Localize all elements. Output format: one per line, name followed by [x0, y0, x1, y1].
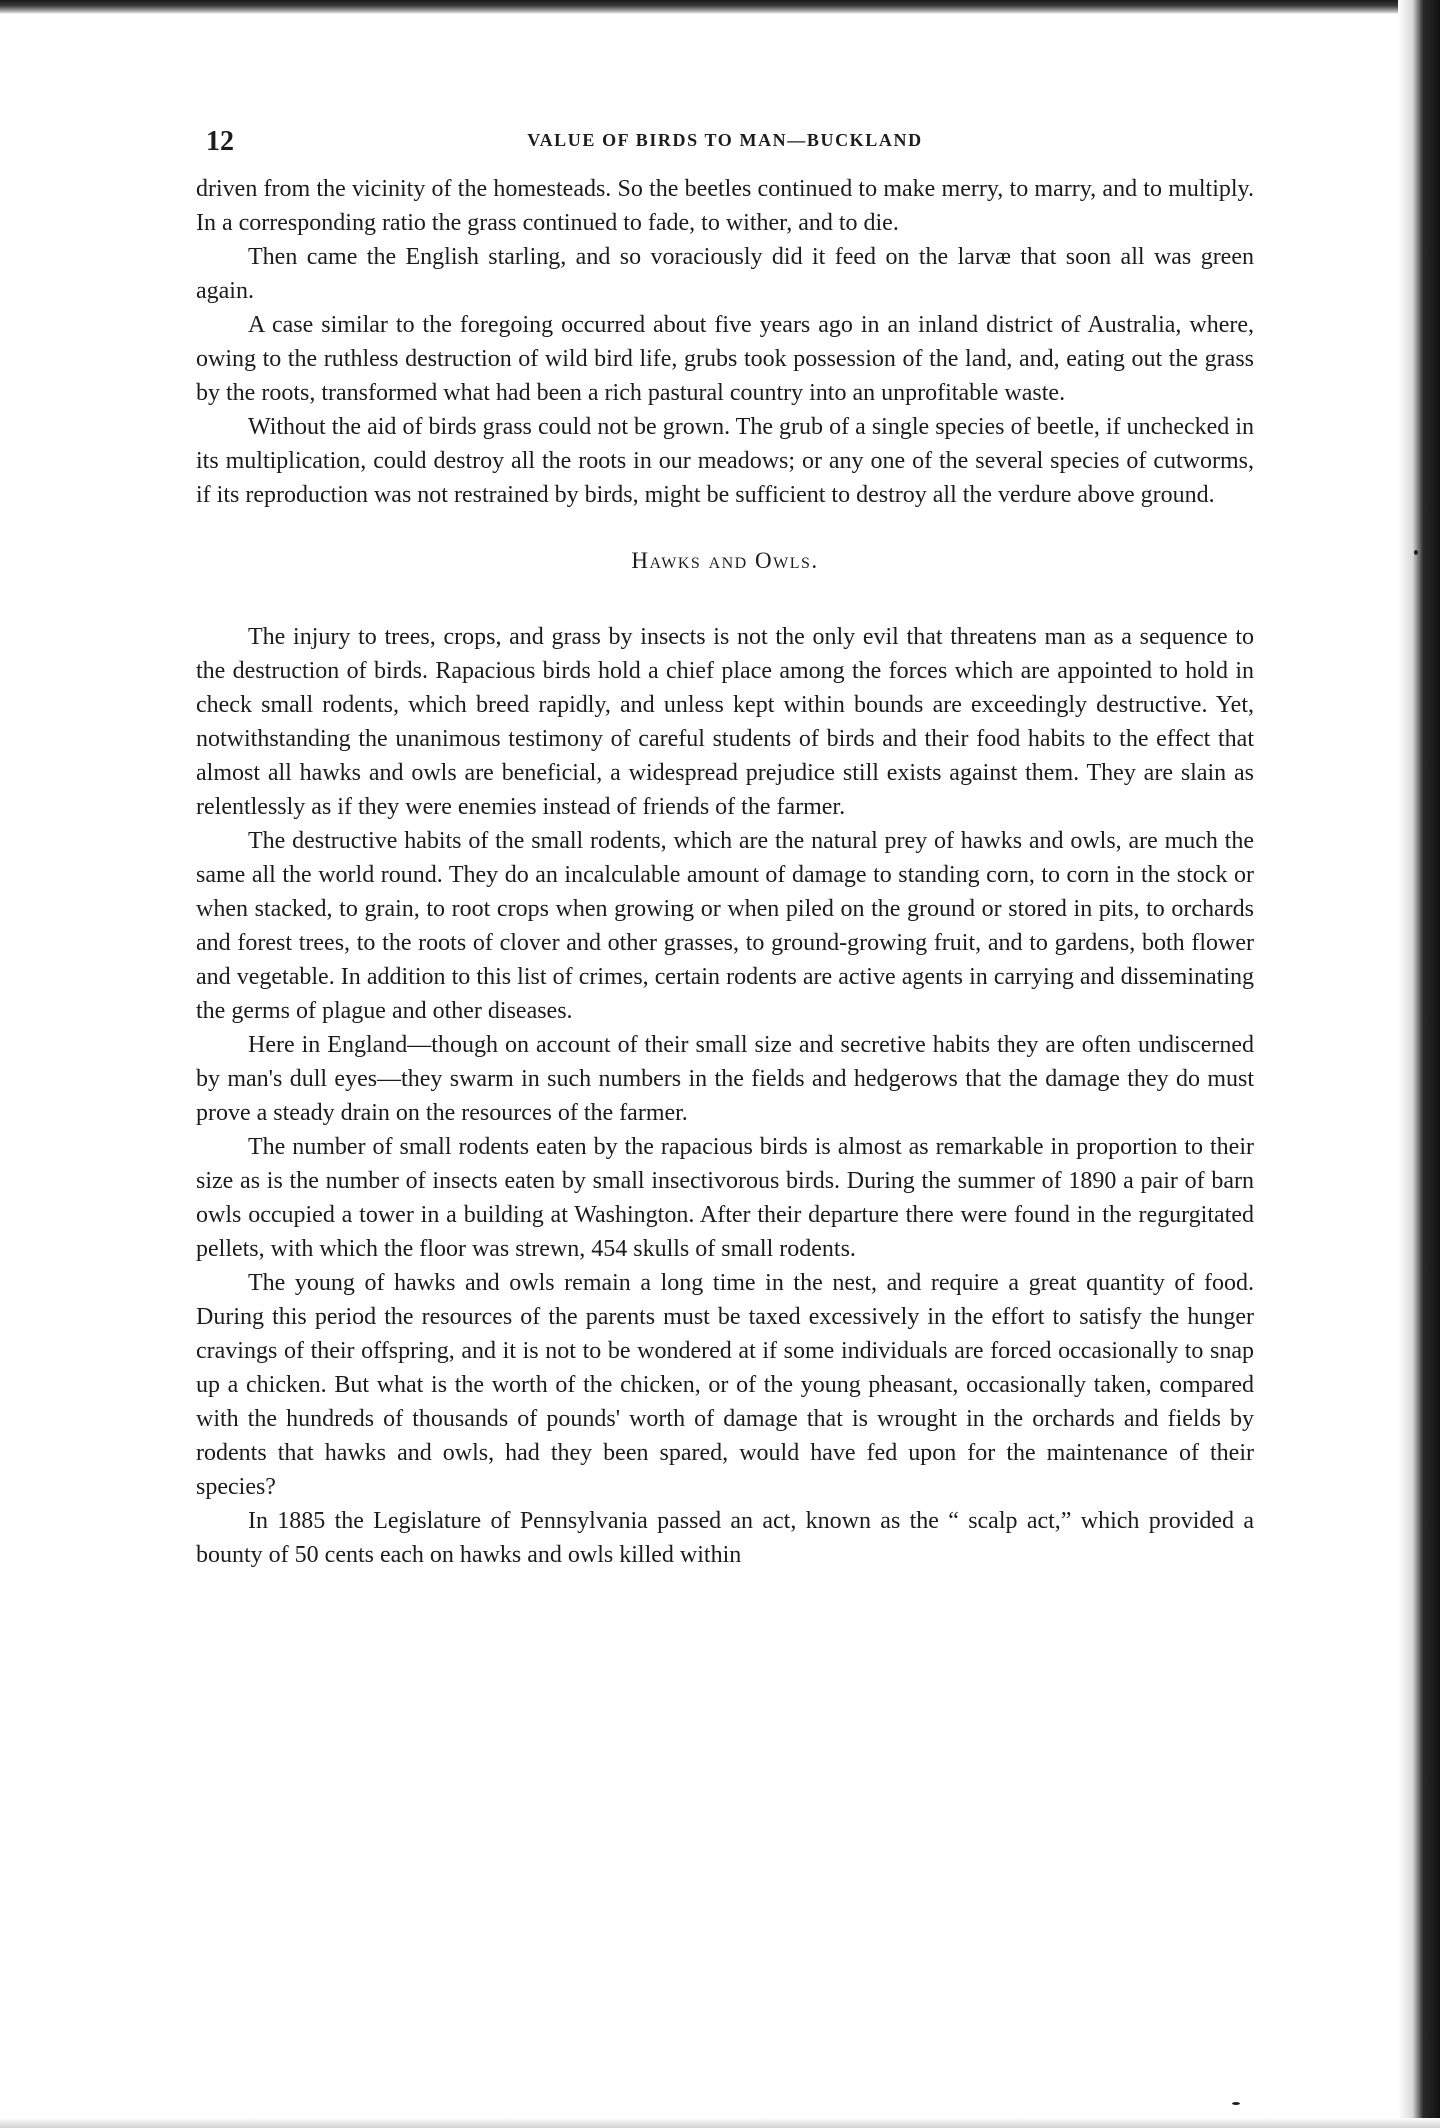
paragraph: The young of hawks and owls remain a long time in the nest, and require a great quantity of food. During this period the resources of the parents must be taxed excessively in the effort to satisfy the hunger cravings of their offspring, and it is not to be wondered at if some individuals are forced occasionally to snap up a chicken. But what is the worth of the chicken, or of the young pheasant, occasionally taken, compared with the hundreds of thousands of pounds' worth of damage that is wrought in the orchards and fields by rodents that hawks and owls, had they been spared, would have fed upon for the maintenance of their species?	[196, 1270, 1254, 1500]
section-continued-text	[196, 172, 1254, 512]
document-page	[196, 126, 1254, 1572]
scan-speck	[1414, 550, 1418, 555]
running-head	[196, 126, 1254, 160]
scan-bottom-edge	[0, 2118, 1440, 2128]
scan-right-edge	[1398, 0, 1440, 2128]
paragraph: Without the aid of birds grass could not be grown. The grub of a single species of beetle, if unchecked in its multiplication, could destroy all the roots in our meadows; or any one of the several species of cutworms, if its reproduction was not restrained by birds, might be sufficient to destroy all the verdure above ground.	[196, 414, 1254, 508]
paragraph: A case similar to the foregoing occurred about five years ago in an inland district of Australia, where, owing to the ruthless destruction of wild bird life, grubs took possession of the land, and, eating out the grass by the roots, transformed what had been a rich pastural country into an unprofitable waste.	[196, 312, 1254, 406]
section-heading: Hawks and Owls.	[631, 548, 819, 573]
running-title: VALUE OF BIRDS TO MAN—BUCKLAND	[527, 130, 923, 150]
paragraph: Then came the English starling, and so voraciously did it feed on the larvæ that soon all was green again.	[196, 244, 1254, 304]
section-hawks-and-owls	[196, 620, 1254, 1572]
scan-top-edge	[0, 0, 1440, 14]
page-number: 12	[206, 126, 234, 157]
paragraph: The destructive habits of the small rodents, which are the natural prey of hawks and owls, are much the same all the world round. They do an incalculable amount of damage to standing corn, to corn in the stock or when stacked, to grain, to root crops when growing or when piled on the ground or stored in pits, to orchards and forest trees, to the roots of clover and other grasses, to ground-growing fruit, and to gardens, both flower and vegetable. In addition to this list of crimes, certain rodents are active agents in carrying and disseminating the germs of plague and other diseases.	[196, 828, 1254, 1024]
paragraph: The number of small rodents eaten by the rapacious birds is almost as remarkable in proportion to their size as is the number of insects eaten by small insectivorous birds. During the summer of 1890 a pair of barn owls occupied a tower in a building at Washington. After their departure there were found in the regurgitated pellets, with which the floor was strewn, 454 skulls of small rodents.	[196, 1134, 1254, 1262]
paragraph: Here in England—though on account of their small size and secretive habits they are often undiscerned by man's dull eyes—they swarm in such numbers in the fields and hedgerows that the damage they do must prove a steady drain on the resources of the farmer.	[196, 1032, 1254, 1126]
paragraph: driven from the vicinity of the homesteads. So the beetles continued to make merry, to marry, and to multiply. In a corresponding ratio the grass continued to fade, to wither, and to die.	[196, 176, 1254, 236]
scan-speck	[1232, 2102, 1240, 2105]
paragraph: The injury to trees, crops, and grass by insects is not the only evil that threatens man as a sequence to the destruction of birds. Rapacious birds hold a chief place among the forces which are appointed to hold in check small rodents, which breed rapidly, and unless kept within bounds are exceedingly destructive. Yet, notwithstanding the unanimous testimony of careful students of birds and their food habits to the effect that almost all hawks and owls are beneficial, a widespread prejudice still exists against them. They are slain as relentlessly as if they were enemies instead of friends of the farmer.	[196, 624, 1254, 820]
paragraph: In 1885 the Legislature of Pennsylvania passed an act, known as the “ scalp act,” which provided a bounty of 50 cents each on hawks and owls killed within	[196, 1508, 1254, 1568]
